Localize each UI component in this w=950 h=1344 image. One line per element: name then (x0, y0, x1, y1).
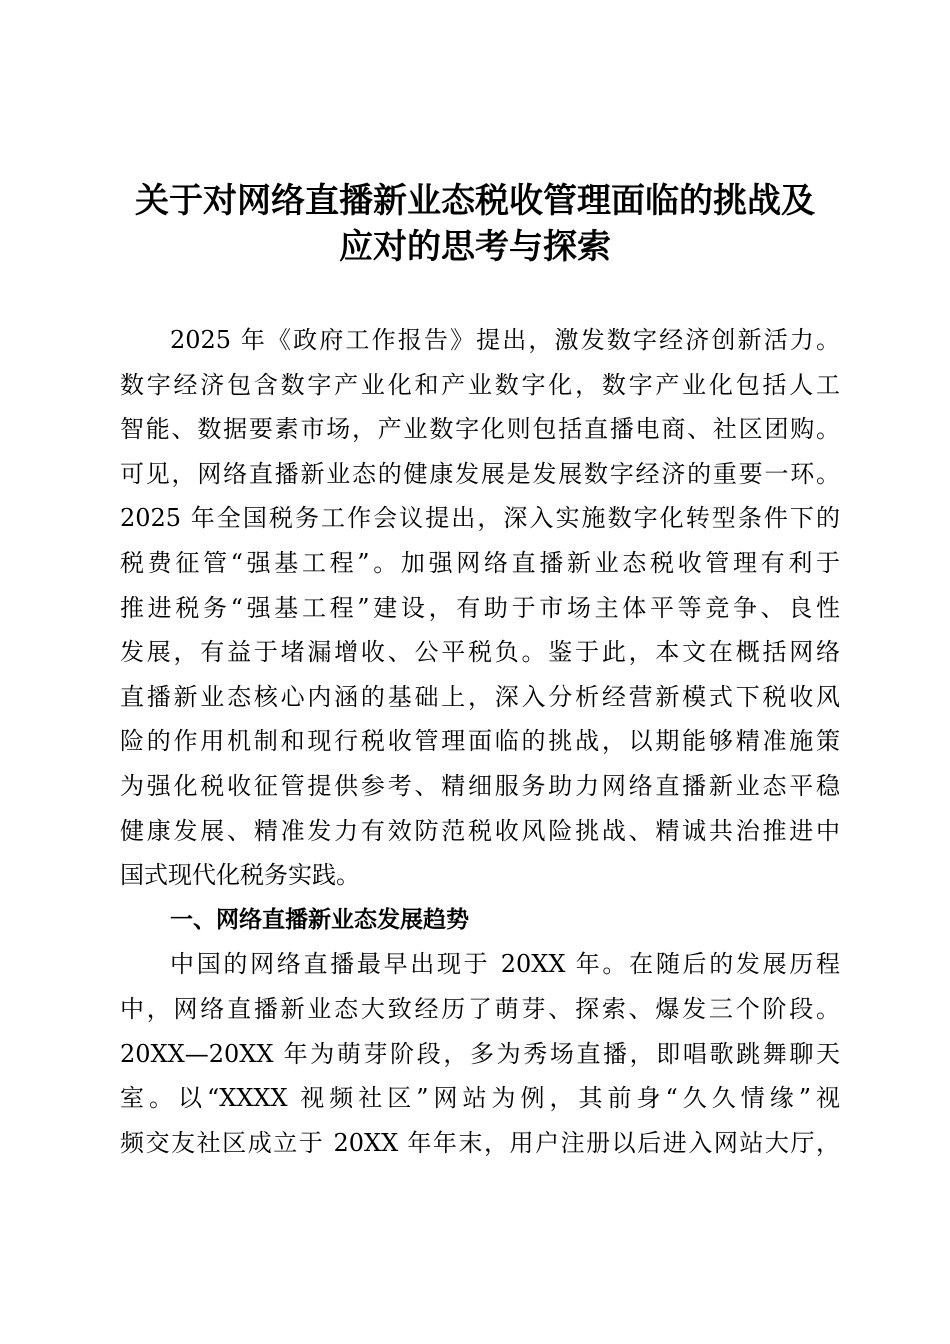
paragraph-line: 中国的网络直播最早出现于 20XX 年。在随后的发展历程 (170, 950, 840, 979)
paragraph-line: 健康发展、精准发力有效防范税收风险挑战、精诚共治推进中 (120, 816, 840, 845)
paragraph-line: 税费征管“强基工程”。加强网络直播新业态税收管理有利于 (120, 548, 840, 577)
paragraph-line: 室。以“XXXX 视频社区”网站为例，其前身“久久情缘”视 (120, 1084, 840, 1113)
paragraph-line: 可见，网络直播新业态的健康发展是发展数字经济的重要一环。 (120, 459, 840, 488)
paragraph-line: 频交友社区成立于 20XX 年年末，用户注册以后进入网站大厅， (120, 1128, 840, 1157)
paragraph-line: 国式现代化税务实践。 (120, 861, 360, 890)
section-heading: 一、网络直播新业态发展趋势 (170, 906, 469, 933)
document-body (120, 318, 840, 1165)
paragraph-line: 中，网络直播新业态大致经历了萌芽、探索、爆发三个阶段。 (120, 994, 840, 1023)
paragraph-line: 直播新业态核心内涵的基础上，深入分析经营新模式下税收风 (120, 682, 840, 711)
paragraph-line: 发展，有益于堵漏增收、公平税负。鉴于此，本文在概括网络 (120, 638, 840, 667)
document-title (100, 178, 850, 270)
paragraph-line: 2025 年全国税务工作会议提出，深入实施数字化转型条件下的 (120, 504, 840, 533)
paragraph-line: 20XX—20XX 年为萌芽阶段，多为秀场直播，即唱歌跳舞聊天 (120, 1039, 840, 1068)
paragraph-line: 2025 年《政府工作报告》提出，激发数字经济创新活力。 (170, 326, 840, 354)
paragraph-line: 数字经济包含数字产业化和产业数字化，数字产业化包括人工 (120, 370, 840, 399)
paragraph-line: 智能、数据要素市场，产业数字化则包括直播电商、社区团购。 (120, 415, 840, 444)
title-line: 关于对网络直播新业态税收管理面临的挑战及 (135, 181, 815, 221)
title-line: 应对的思考与探索 (339, 227, 611, 267)
paragraph-line: 为强化税收征管提供参考、精细服务助力网络直播新业态平稳 (120, 771, 840, 800)
paragraph-line: 险的作用机制和现行税收管理面临的挑战，以期能够精准施策 (120, 727, 840, 756)
paragraph-line: 推进税务“强基工程”建设，有助于市场主体平等竞争、良性 (120, 593, 840, 622)
